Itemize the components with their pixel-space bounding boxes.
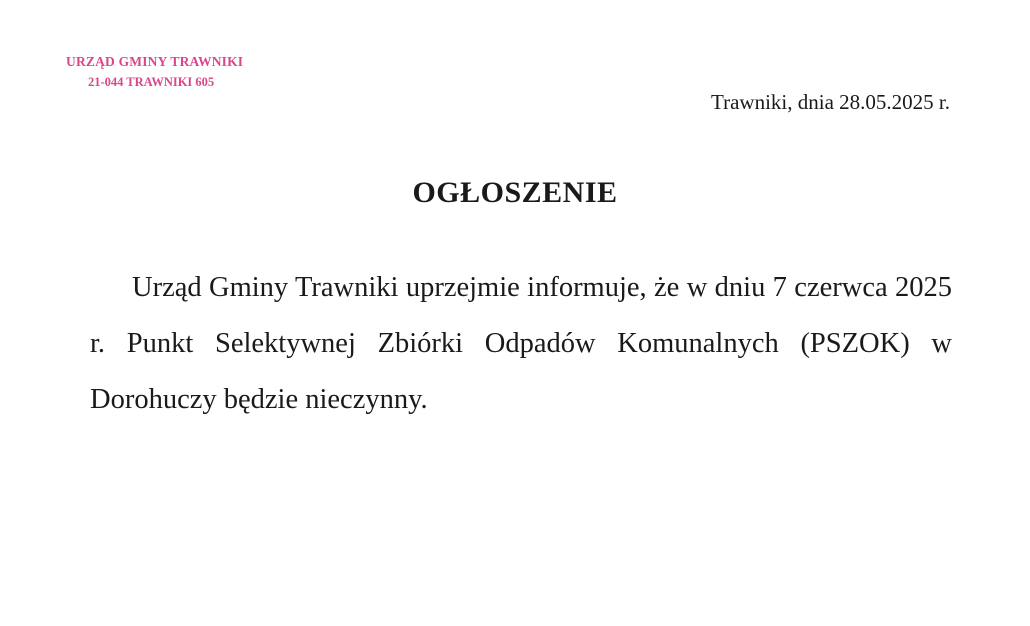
document-date: Trawniki, dnia 28.05.2025 r. xyxy=(711,90,950,114)
announcement-body: Urząd Gminy Trawniki uprzejmie informuje, że w dniu 7 czerwca 2025 r. Punkt Selektywnej Zbiórki Odpadów Komunalnych (PSZOK) w Dorohuczy będzie nieczynny. xyxy=(90,272,952,415)
document-title: OGŁOSZENIE xyxy=(412,176,618,209)
office-stamp xyxy=(66,52,256,92)
stamp-address: 21-044 TRAWNIKI 605 xyxy=(88,75,215,89)
stamp-office-name: URZĄD GMINY TRAWNIKI xyxy=(66,54,244,69)
